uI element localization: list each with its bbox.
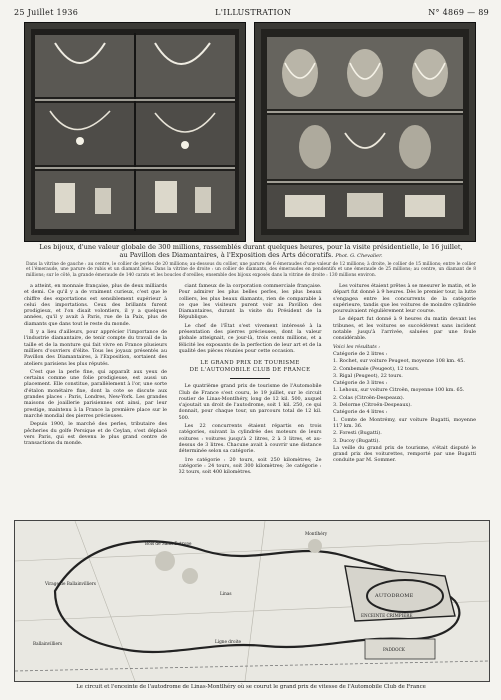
result-line: 1. Lehoux, sur voiture Citroën, moyenne 100 km. 65. [333,387,465,394]
article-title-line2: DE L'AUTOMOBILE CLUB DE FRANCE [189,367,311,374]
map-label-enceinte: ENCEINTE CRIMPIERE [361,613,413,618]
col3-intro-paragraph: Les voitures étaient prêtes à se mesurer le matin, et le départ fut donné à 9 heures. Dès le premier tour, la lutte s'engagea entre les concurrents de la catégorie supérieure, tandis que les voitures de moindre cylindrée poursuivaient régulièrement leur course. [333,283,476,315]
col2-body-paragraph: Le quatrième grand prix de tourisme de l'Automobile Club de France s'est couru, le 19 juillet, sur le circuit routier de Linas-Montlhéry, long de 12 kil. 500, auquel s'ajoutait un droit de l'autodrome, soit 1 kil. 250, ce qui donnait, pour chaque tour, un parcours total de 12 kil. 500. [178,383,322,421]
col1-paragraph: Il y a lieu d'ailleurs, pour apprécier l'importance de l'industrie diamantaire, de tenir compte du travail de la taille et de la monture qui fait vivre en France plusieurs milliers d'ouvriers d'élite. Tous les joyaux présentés au Pavillon des Diamantaires, à l'Exposition, sortaient des ateliers parisiens les plus réputés. [24,329,167,367]
result-line: 2. Foresti (Bugatti). [333,430,382,437]
result-line: Catégorie de 3 litres : [333,380,388,387]
article-title-line1: LE GRAND PRIX DE TOURISME [200,360,300,367]
map-label-paddock: PADDOCK [383,647,405,652]
col2-intro-paragraph: ciant fameux de la corporation commerciale française. Pour admirer les plus belles perles, les plus beaux colliers, les plus beaux diamants, rien de comparable à ce que les visiteurs purent voir au Pavillon des Diamantaires, durant la visite du Président de la République. [178,283,322,321]
result-line: 3. Rigal (Peugeot), 22 tours. [333,372,403,379]
circuit-map-drawing [15,521,489,681]
photo-caption [26,243,476,278]
col3-intro-paragraph: Le départ fut donné à 9 heures du matin devant les tribunes, et les voitures se succédèrent sans incident notable jusqu'à l'arrivée, saluées par une foule considérable. [333,316,476,342]
result-line: 2. Combemale (Peugeot), 12 tours. [333,365,420,372]
result-line: 1. Comte de Montrémy, sur voiture Bugatti, moyenne 117 km. 36. [333,416,476,429]
title-rule [230,378,270,379]
header-date: 25 Juillet 1936 [14,7,79,17]
jewelry-photo-left [24,22,246,242]
map-label-ballainvilliers: Ballainvilliers [33,641,63,646]
result-line: 3. Ducoy (Bugatti). [333,437,380,444]
col2-body-paragraph: 1re catégorie : 20 tours, soit 250 kilomètres; 2e catégorie : 24 tours, soit 300 kilomètres; 3e catégorie : 32 tours, soit 400 kilomètres. [178,456,322,476]
jewelry-showcase-right-image [255,23,475,241]
result-line: 1. Rochet, sur voiture Peugeot, moyenne 108 km. 45. [333,358,465,365]
circuit-map [14,520,490,682]
header-page-number: N° 4869 — 89 [428,7,489,17]
caption-main-line1: Les bijoux, d'une valeur globale de 300 millions, rassemblés durant quelques heures, pour la visite présidentielle, le 16 juillet, [39,243,463,251]
map-label-virage: Virage de Ballainvilliers [45,581,96,586]
article-column-2 [179,283,322,513]
map-label-ligne-droite: Ligne droite [215,639,242,644]
jewelry-photos [24,22,476,240]
map-caption: Le circuit et l'enceinte de l'autodrome de Linas-Montlhéry où se courut le grand prix de vitesse de l'Automobile Club de France [76,684,426,690]
col1-paragraph: C'est que la perle fine, qui apparaît aux yeux de certains comme une folie prodigieuse, est aussi un placement. Elle constitue, parallèlement à l'or, une sorte d'étalon monétaire fixe, dont la cote se discute aux grandes places : Paris, Londres, New-York. Les grandes maisons de joaillerie parisiennes ont ainsi, par leur prestige, maintenu à la France la première place sur le marché mondial des pierres précieuses. [24,368,167,419]
jewelry-showcase-left-image [25,23,245,241]
caption-detail: Dans la vitrine de gauche : au centre, le collier de perles de 20 millions; au-dessous du collier, une parure de 6 émeraudes d'une valeur de 12 millions; à droite, le collier de 15 millions; entre le collier et l'émeraude, une parure de rubis et un diamant bleu. Dans la vitrine de droite : un collier de diamants, des émeraudes en pendentifs et une émeraude de 25 millions; au centre, un diamant de 8 millions; sur le côté, la grande émeraude de 140 carats et les boucles d'oreilles; ensemble des bijoux exposés dans la vitrine de droite : 130 millions environ. [26,262,476,278]
article-column-3 [333,283,476,513]
map-label-bois: Bois de Saint-Eutrope [145,541,192,546]
caption-credit: Phot. G. Chevalier. [335,253,383,259]
map-label-autodrome: AUTODROME [375,593,414,599]
jewelry-photo-right [254,22,476,242]
grand-prix-article-title [179,360,322,374]
result-line: Catégorie de 4 litres : [333,409,388,416]
article-column-1 [24,283,167,513]
page-header [14,6,489,18]
map-label-montlhery: Montlhéry [305,531,328,536]
result-line: 3. Delorme (Citroën-Despeaux). [333,402,412,409]
header-title: L'ILLUSTRATION [215,7,292,17]
result-line: La veille du grand prix de tourisme, s'était disputé le grand prix des voiturettes, remporté par une Bugatti conduite par M. Sommer. [333,444,476,464]
col2-intro-paragraph: Le chef de l'État s'est vivement intéressé à la présentation des pierres précieuses, dont la valeur globale atteignait, ce jour-là, trois cents millions, et a félicité les exposants de la perfection de leur art et de la qualité des pièces réunies pour cette occasion. [178,322,322,354]
col2-body-paragraph: Les 22 concurrents étaient répartis en trois catégories, suivant la cylindrée des moteurs de leurs voitures : voitures jusqu'à 2 litres, 2 à 3 litres, et au-dessus de 3 litres. Chacune avait à couvrir une distance déterminée selon sa catégorie. [178,423,322,455]
caption-main-line2 [26,251,476,260]
map-label-linas: Linas [220,591,232,596]
col1-paragraph: a atteint, en monnaie française, plus de deux milliards et demi. Ce qu'il y a de vraiment curieux, c'est que le chiffre des exportations est sensiblement supérieur à celui des importations. Ceux des brillants furent prodigieux, et l'on disait volontiers, il y a quelques années, qu'il y avait à Paris, rue de la Paix, plus de diamants que dans tout le reste du monde. [24,283,167,327]
result-line: 2. Colas (Citroën-Despeaux). [333,394,405,401]
results-heading: Voici les résultats : [333,343,380,350]
col1-paragraph: Depuis 1900, le marché des perles, tributaire des pêcheries du golfe Persique et de Ceylan, s'est déplacé vers Paris, qui est devenu le plus grand centre de transactions du monde. [24,421,167,447]
caption-main-line2-text: au Pavillon des Diamantaires, à l'Exposition des Arts décoratifs. [119,251,334,259]
article-columns [24,283,476,513]
result-line: Catégorie de 2 litres : [333,350,388,357]
